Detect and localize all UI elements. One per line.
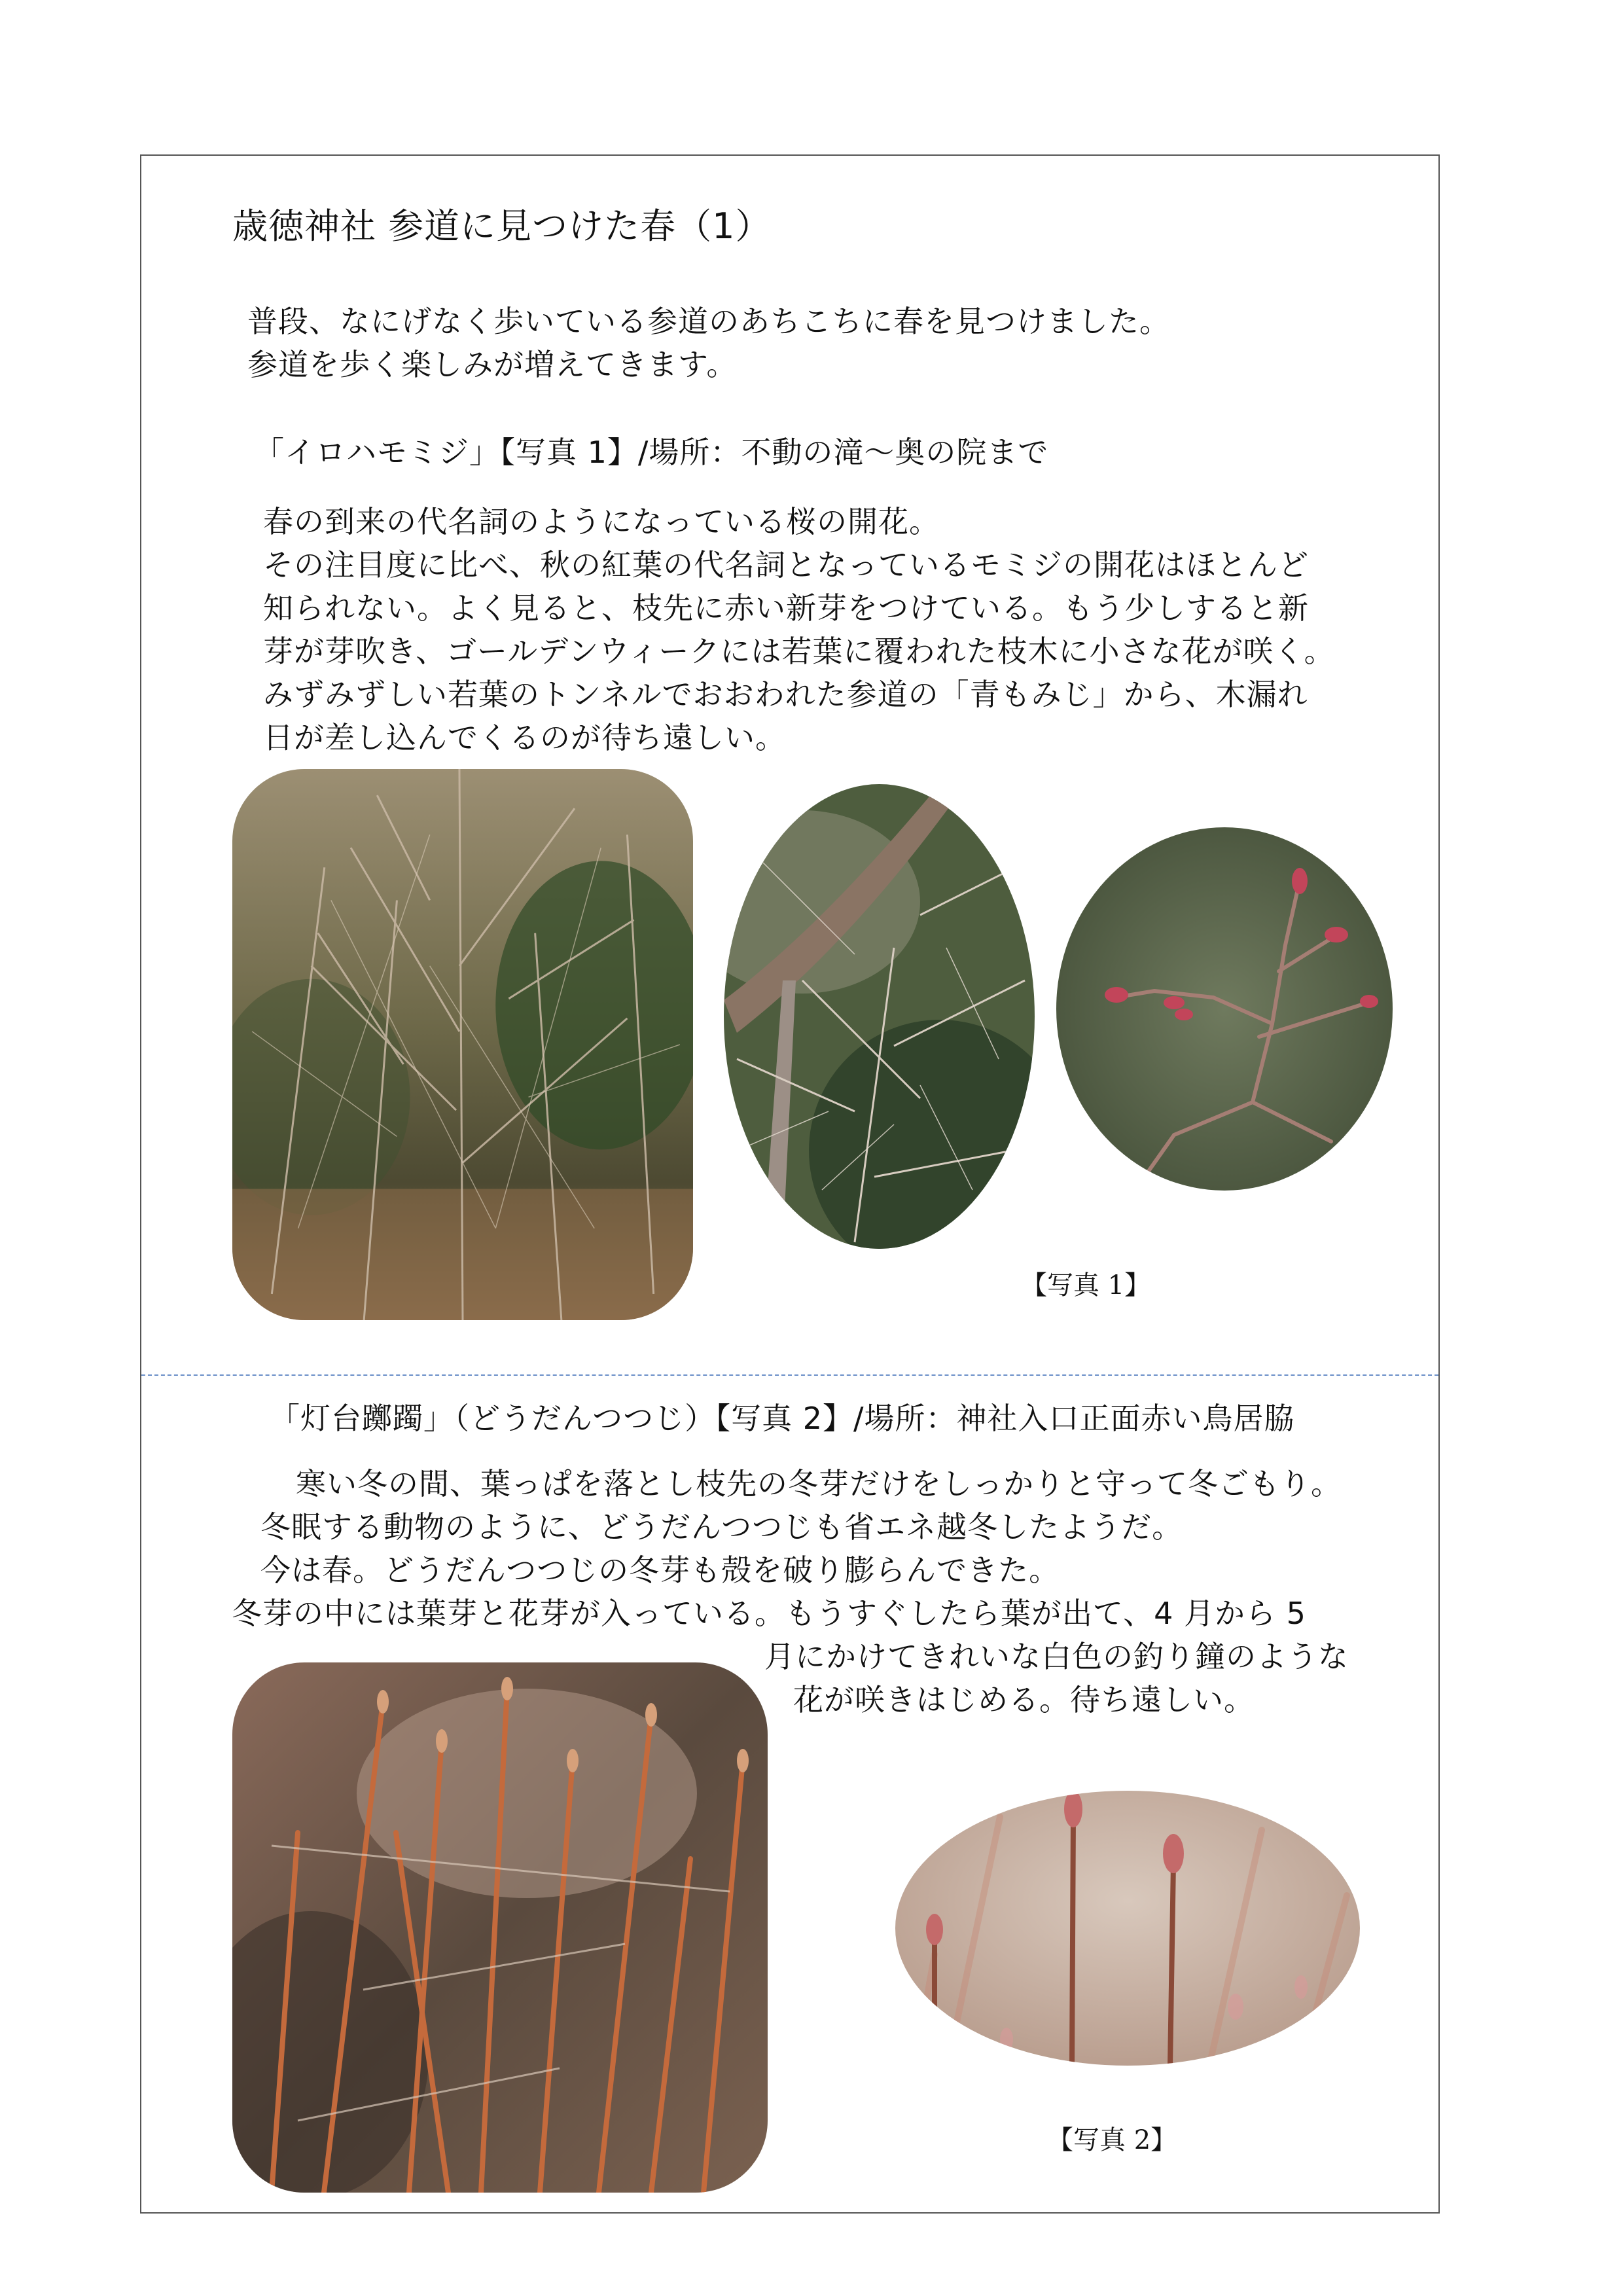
photo-dodan-stems [232, 1662, 768, 2193]
section1-line-5: みずみずしい若葉のトンネルでおおわれた参道の「青もみじ」から、木漏れ [263, 677, 1308, 712]
section2-line-2: 冬眠する動物のように、どうだんつつじも省エネ越冬したようだ。 [260, 1509, 1183, 1545]
intro-line-1: 普段、なにげなく歩いている参道のあちこちに春を見つけました。 [247, 304, 1170, 339]
photo-dodan-buds [895, 1791, 1360, 2066]
section1-line-1: 春の到来の代名詞のようになっている桜の開花。 [263, 504, 940, 539]
section1-line-6: 日が差し込んでくるのが待ち遠しい。 [263, 720, 786, 755]
section1-heading: 「イロハモミジ」【写真 1】/場所：不動の滝～奥の院まで [254, 435, 1049, 470]
photo2-caption: 【写真 2】 [1047, 2125, 1177, 2155]
intro-line-2: 参道を歩く楽しみが増えてきます。 [247, 347, 738, 382]
section1-line-2: その注目度に比べ、秋の紅葉の代名詞となっているモミジの開花はほとんど [263, 547, 1309, 583]
section2-line-3: 今は春。どうだんつつじの冬芽も殻を破り膨らんできた。 [260, 1552, 1060, 1588]
section2-line-1: 寒い冬の間、葉っぱを落とし枝先の冬芽だけをしっかりと守って冬ごもり。 [296, 1466, 1342, 1501]
section-divider [141, 1374, 1438, 1376]
page-title: 歳徳神社 参道に見つけた春（1） [232, 206, 772, 247]
section2-line-5: 月にかけてきれいな白色の釣り鐘のような [764, 1639, 1349, 1674]
section2-line-6: 花が咲きはじめる。待ち遠しい。 [793, 1682, 1255, 1717]
section2-heading: 「灯台躑躅」（どうだんつつじ）【写真 2】/場所：神社入口正面赤い鳥居脇 [270, 1401, 1295, 1436]
section1-line-3: 知られない。よく見ると、枝先に赤い新芽をつけている。もう少しすると新 [263, 590, 1309, 626]
photo1-caption: 【写真 1】 [1021, 1270, 1151, 1300]
section1-line-4: 芽が芽吹き、ゴールデンウィークには若葉に覆われた枝木に小さな花が咲く。 [263, 634, 1335, 669]
photo-maple-red-buds [1056, 827, 1393, 1191]
photo-maple-branches [724, 784, 1035, 1249]
photo-maple-thicket [232, 769, 693, 1320]
section2-line-4: 冬芽の中には葉芽と花芽が入っている。もうすぐしたら葉が出て、4 月から 5 [232, 1596, 1306, 1631]
